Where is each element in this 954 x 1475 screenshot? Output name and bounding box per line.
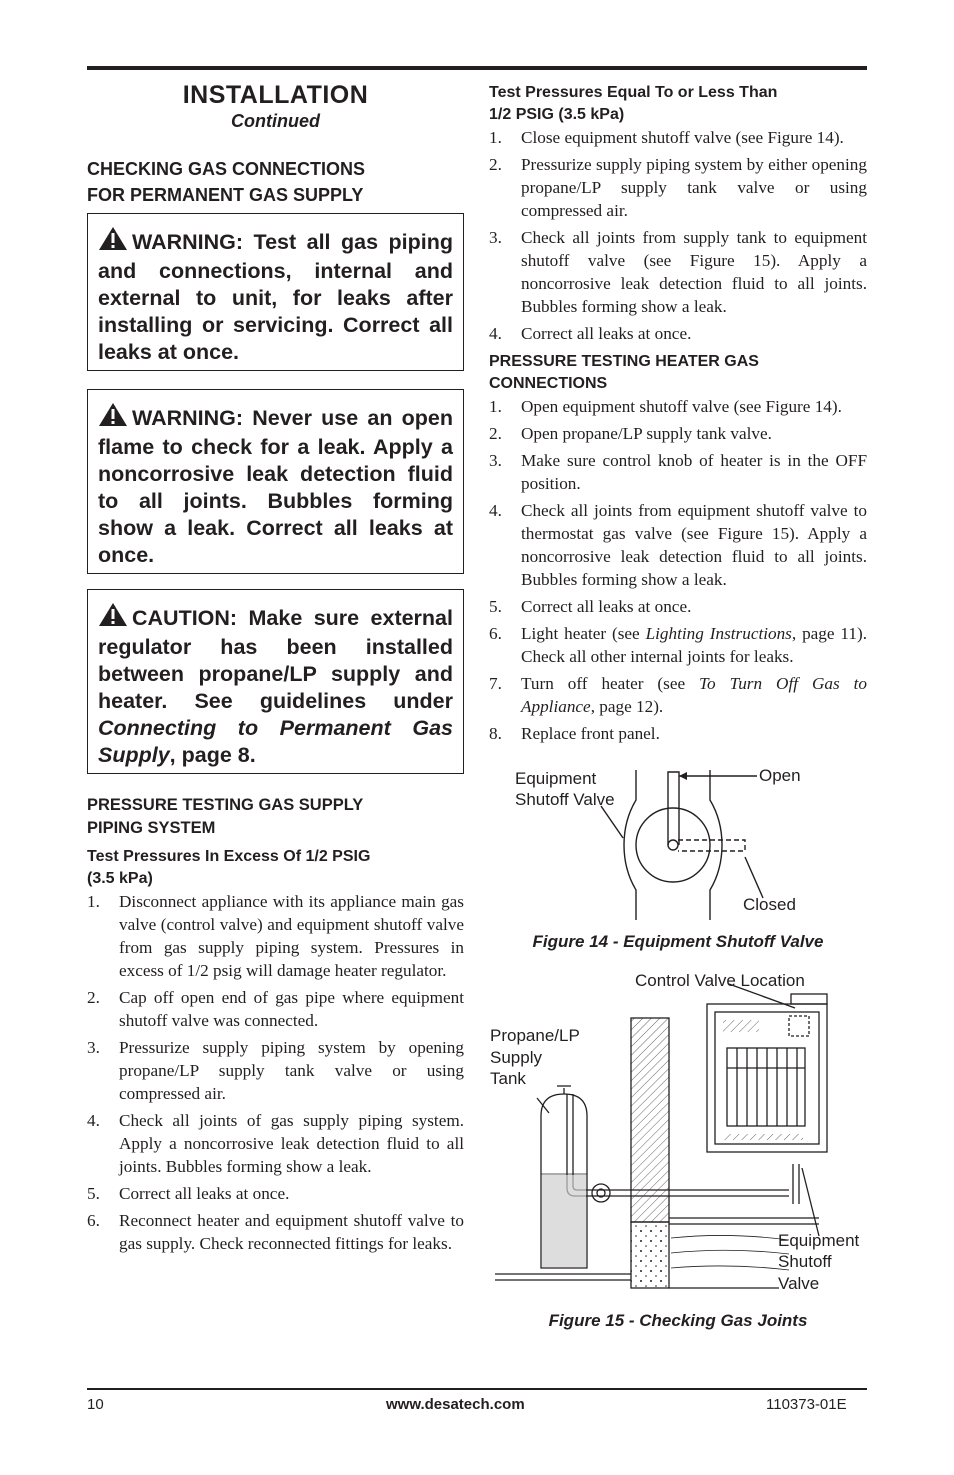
figure-14-caption: Figure 14 - Equipment Shutoff Valve xyxy=(532,932,824,951)
list-item: 4. Check all joints from equipment shutoff valve to thermostat gas valve (see Figure 15). Apply a noncorrosive leak detection fluid to all joints. Bubbles forming show a leak. xyxy=(489,501,867,589)
list-item: 1. Close equipment shutoff valve (see Figure 14). xyxy=(489,128,844,147)
caution-page-ref: , page 8. xyxy=(169,743,256,767)
caution-link-text: Connecting to Permanent Gas Supply xyxy=(98,716,453,767)
list-item: 7. Turn off heater (see To Turn Off Gas to Appliance, page 12). xyxy=(489,674,867,716)
figure-14 xyxy=(489,760,867,960)
list-item: 4. Check all joints of gas supply piping system. Apply a noncorrosive leak detection fluid to all joints. Bubbles forming show a leak. xyxy=(87,1111,464,1176)
list-item: 2. Pressurize supply piping system by either opening propane/LP supply tank valve or using compressed air. xyxy=(489,155,867,220)
excess-steps-list xyxy=(87,890,464,1255)
heading-checking-gas-line2: FOR PERMANENT GAS SUPPLY xyxy=(87,185,364,205)
right-column xyxy=(489,82,867,749)
caution-text: CAUTION: Make sure external regulator has been installed between propane/LP supply and heater. See guidelines under xyxy=(98,606,453,713)
heading-heater-gas-line2: CONNECTIONS xyxy=(489,375,608,392)
caution-box-regulator xyxy=(87,589,464,774)
section-title: INSTALLATION xyxy=(182,81,369,109)
warning-text-open-flame: WARNING: Never use an open flame to check for a leak. Apply a noncorrosive leak detection fluid to all joints. Bubbles forming show a leak. Correct all leaks at once. xyxy=(98,406,453,567)
list-item: 2. Open propane/LP supply tank valve. xyxy=(489,424,772,443)
heater-steps-list xyxy=(489,395,867,745)
fig15-label-tank-line2: Supply xyxy=(490,1048,542,1067)
section-subtitle: Continued xyxy=(231,111,320,131)
footer-rule xyxy=(87,1388,867,1390)
heading-equal-line2: 1/2 PSIG (3.5 kPa) xyxy=(489,106,625,123)
fig14-label-equipment-line2: Shutoff Valve xyxy=(515,790,615,809)
heading-equal-line1: Test Pressures Equal To or Less Than xyxy=(489,84,778,101)
left-column xyxy=(87,80,464,1259)
list-item: 3. Pressurize supply piping system by opening propane/LP supply tank valve or using compressed air. xyxy=(87,1038,464,1103)
fig15-label-valve-line2: Shutoff xyxy=(778,1252,832,1271)
list-item: 1. Disconnect appliance with its appliance main gas valve (control valve) and equipment shutoff valve from gas supply piping system. Pressures in excess of 1/2 psig will damage heater regulator. xyxy=(87,892,464,980)
heading-pressure-testing-line1: PRESSURE TESTING GAS SUPPLY xyxy=(87,796,364,814)
list-item: 8. Replace front panel. xyxy=(489,724,660,743)
fig14-label-equipment-line1: Equipment xyxy=(515,769,597,788)
list-item: 3. Make sure control knob of heater is in the OFF position. xyxy=(489,451,867,493)
list-item: 6. Light heater (see Lighting Instructions, page 11). Check all other internal joints for leaks. xyxy=(489,624,867,666)
warning-text-test-piping: WARNING: Test all gas piping and connections, internal and external to unit, for leaks after installing or servicing. Correct all leaks at once. xyxy=(98,230,453,364)
fig15-label-control-valve: Control Valve Location xyxy=(635,971,805,990)
footer-website: www.desatech.com xyxy=(386,1396,525,1413)
fig15-label-valve-line3: Valve xyxy=(778,1274,820,1293)
heading-heater-gas-line1: PRESSURE TESTING HEATER GAS xyxy=(489,353,759,370)
heading-excess-line2: (3.5 kPa) xyxy=(87,870,153,887)
equal-steps-list xyxy=(489,126,867,345)
figure-15-caption: Figure 15 - Checking Gas Joints xyxy=(548,1311,808,1330)
warning-triangle-icon xyxy=(98,226,128,258)
footer-doc-number: 110373-01E xyxy=(766,1396,847,1413)
warning-box-test-piping xyxy=(87,213,464,371)
list-item: 1. Open equipment shutoff valve (see Figure 14). xyxy=(489,397,842,416)
fig15-label-tank-line1: Propane/LP xyxy=(490,1026,580,1045)
fig15-label-tank-line3: Tank xyxy=(490,1069,526,1088)
list-item: 2. Cap off open end of gas pipe where equipment shutoff valve was connected. xyxy=(87,988,464,1030)
heading-excess-line1: Test Pressures In Excess Of 1/2 PSIG xyxy=(87,848,371,865)
warning-box-open-flame xyxy=(87,389,464,574)
fig14-label-closed: Closed xyxy=(743,895,796,914)
list-item: 3. Check all joints from supply tank to equipment shutoff valve (see Figure 15). Apply a noncorrosive leak detection fluid to all joints. Bubbles forming show a leak. xyxy=(489,228,867,316)
page-number: 10 xyxy=(87,1396,104,1413)
list-item: 6. Reconnect heater and equipment shutoff valve to gas supply. Check reconnected fittings for leaks. xyxy=(87,1211,464,1253)
warning-triangle-icon xyxy=(98,602,128,634)
list-item: 4. Correct all leaks at once. xyxy=(489,324,692,343)
header-rule xyxy=(87,66,867,70)
figure-15 xyxy=(489,968,873,1298)
list-item: 5. Correct all leaks at once. xyxy=(489,597,692,616)
fig15-label-valve-line1: Equipment xyxy=(778,1231,860,1250)
heading-pressure-testing-line2: PIPING SYSTEM xyxy=(87,819,216,837)
heading-checking-gas-line1: CHECKING GAS CONNECTIONS xyxy=(87,159,366,179)
fig14-label-open: Open xyxy=(759,766,801,785)
list-item: 5. Correct all leaks at once. xyxy=(87,1184,290,1203)
warning-triangle-icon xyxy=(98,402,128,434)
